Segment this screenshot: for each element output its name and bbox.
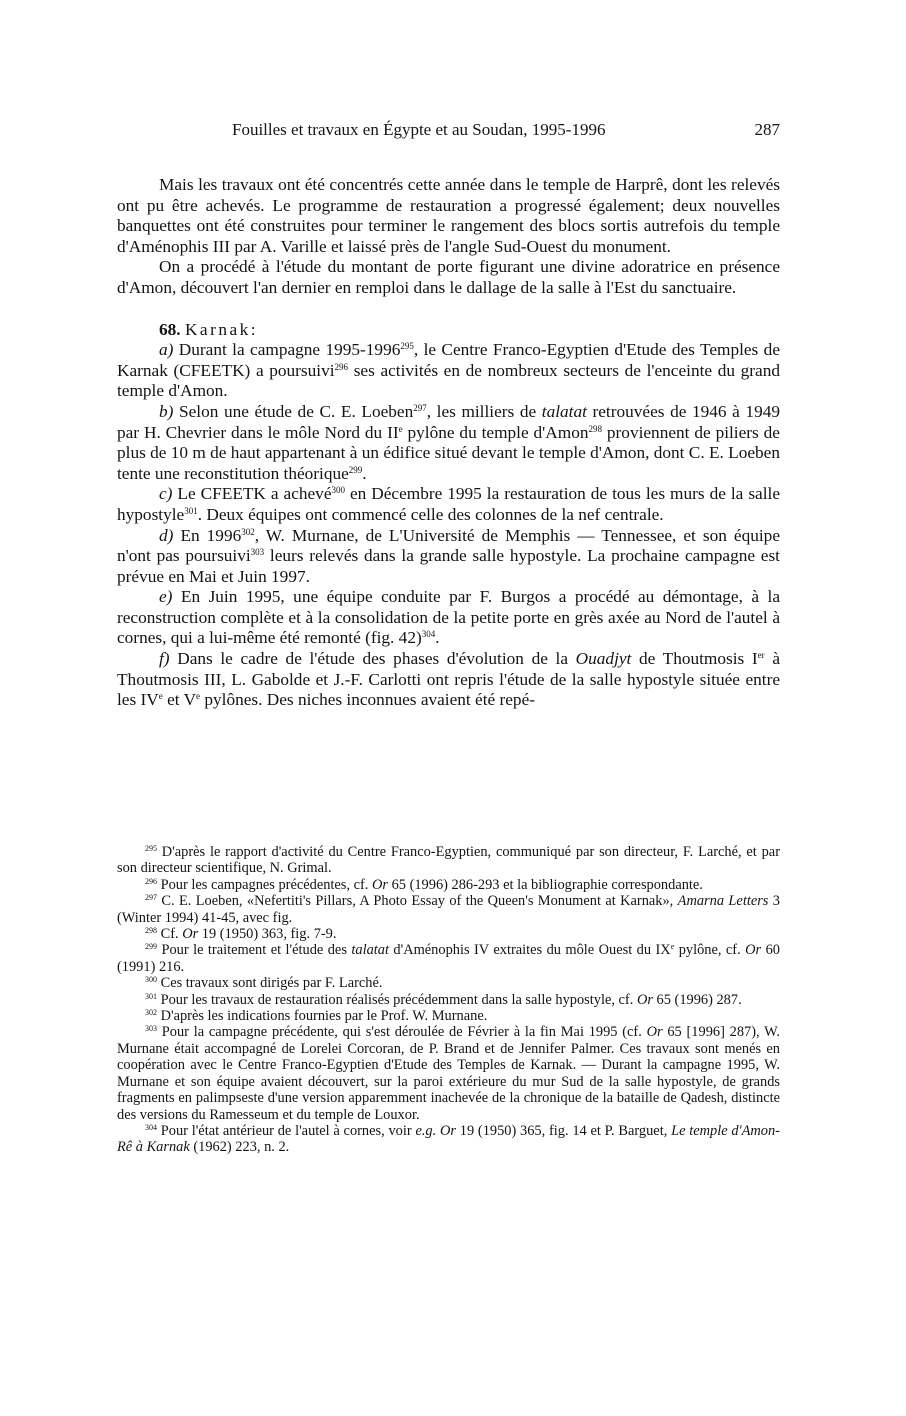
italic-term: Or xyxy=(745,942,762,959)
italic-term: Amarna Letters xyxy=(677,893,769,910)
italic-term: Ouadjyt xyxy=(575,649,632,669)
footnote-300 xyxy=(117,975,780,991)
footnote-ref[interactable]: 297 xyxy=(413,402,427,413)
italic-term: Or xyxy=(439,1122,456,1139)
italic-term: Or xyxy=(182,926,199,943)
footnote-ref[interactable]: 298 xyxy=(588,423,602,434)
footnote-text: C. E. Loeben, «Nefertiti's Pillars, A Photo Essay of the Queen's Monument at Karnak», xyxy=(157,893,678,910)
paragraph-e xyxy=(117,587,780,649)
paragraph-montant-de-porte: On a procédé à l'étude du montant de porte figurant une divine adoratrice en présence d'Amon, découvert l'an dernier en remploi dans le dallage de la salle à l'Est du sanctuaire. xyxy=(117,257,780,297)
footnote-number: 304 xyxy=(145,1122,157,1132)
footnote-text: d'Aménophis IV extraites du môle Ouest du IX xyxy=(388,942,671,959)
paragraph-harpre: Mais les travaux ont été concentrés cette année dans le temple de Harprê, dont les relevés ont pu être achevés. Le programme de restauration a progressé également; deux nouvelles banquettes ont été construites pour terminer le rangement des blocs sortis autrefois du temple d'Aménophis III par A. Varille et laissé près de l'angle Sud-Ouest du monument. xyxy=(117,175,780,256)
footnote-text: Pour la campagne précédente, qui s'est déroulée de Février à la fin Mai 1995 (cf. xyxy=(157,1024,647,1041)
footnote-302 xyxy=(117,1008,780,1024)
footnote-301 xyxy=(117,992,780,1008)
text-run: à Thoutmosis III, L. Gabolde et J.-F. Carlotti ont repris l'étude de la salle hypostyle située entre les IV xyxy=(117,649,780,710)
item-label: d) xyxy=(159,525,174,545)
ordinal-suffix: e xyxy=(196,691,201,702)
text-run: Le CFEETK a achevé xyxy=(172,484,332,504)
text-run: et V xyxy=(162,690,197,710)
text-run: pylône du temple d'Amon xyxy=(402,422,589,442)
italic-term: Le temple d'Amon-Rê à Karnak xyxy=(117,1122,780,1156)
footnote-304 xyxy=(117,1123,780,1156)
text-run: retrouvées de 1946 à 1949 par H. Chevrier dans le môle Nord du II xyxy=(117,401,780,442)
text-run: . xyxy=(362,463,367,483)
footnote-number: 298 xyxy=(145,926,157,936)
footnote-text: Ces travaux sont dirigés par F. Larché. xyxy=(157,975,383,992)
footnote-text: 19 (1950) 363, fig. 7-9. xyxy=(198,926,337,943)
section-heading-karnak xyxy=(117,320,780,341)
footnote-number: 300 xyxy=(145,975,157,985)
footnote-number: 299 xyxy=(145,942,157,952)
footnote-text: Cf. xyxy=(157,926,183,943)
footnote-text: 3 (Winter 1994) 41-45, avec fig. xyxy=(117,893,780,926)
text-run: En Juin 1995, une équipe conduite par F. Burgos a procédé au démontage, à la reconstruction complète et à la consolidation de la petite porte en grès axée au Nord de l'autel à cornes, qui a lui-même été remonté (fig. 42) xyxy=(117,587,780,648)
italic-term: Or xyxy=(636,991,653,1008)
footnote-number: 302 xyxy=(145,1008,157,1018)
ordinal-suffix: e xyxy=(158,691,163,702)
footnote-ref[interactable]: 302 xyxy=(241,526,255,537)
footnote-text: Pour les campagnes précédentes, cf. xyxy=(157,876,372,893)
text-run: en Décembre 1995 la restauration de tous les murs de la salle hypostyle xyxy=(117,484,780,524)
footnote-ref[interactable]: 304 xyxy=(421,629,436,640)
text-run: En 1996 xyxy=(173,525,242,545)
footnote-text: 19 (1950) 365, fig. 14 et P. Barguet, xyxy=(455,1122,672,1139)
footnote-298 xyxy=(117,926,780,942)
footnote-ref[interactable]: 301 xyxy=(184,505,198,516)
footnote-text: Pour les travaux de restauration réalisés précédemment dans la salle hypostyle, cf. xyxy=(157,991,637,1008)
text-run: Selon une étude de C. E. Loeben xyxy=(173,401,414,421)
text-run: , les milliers de xyxy=(426,401,542,421)
section-title: Karnak: xyxy=(184,319,259,339)
text-run: . xyxy=(435,628,440,648)
paragraph-d xyxy=(117,526,780,588)
text-run: Dans le cadre de l'étude des phases d'évolution de la xyxy=(169,649,576,669)
footnote-299 xyxy=(117,942,780,975)
footnote-text: Pour l'état antérieur de l'autel à cornes, voir xyxy=(157,1122,416,1139)
text-run: proviennent de piliers de plus de 10 m de haut appartenant à un édifice situé devant le temple d'Amon, dont C. E. Loeben tente une reconstitution théorique xyxy=(117,422,780,483)
footnote-text: D'après les indications fournies par le Prof. W. Murnane. xyxy=(157,1008,488,1025)
italic-term: talatat xyxy=(541,401,587,421)
footnote-number: 301 xyxy=(145,991,157,1001)
footnote-ref[interactable]: 303 xyxy=(250,547,265,558)
footnote-ref[interactable]: 296 xyxy=(334,361,349,372)
footnote-text: (1962) 223, n. 2. xyxy=(189,1139,290,1156)
footnote-number: 295 xyxy=(145,844,157,853)
footnote-295 xyxy=(117,844,780,877)
footnote-text: 65 [1996] 287), W. Murnane était accompagné de Lorelei Corcoran, de P. Brand et de Jennifer Palmer. Ces travaux sont menés en coopération avec le Centre Franco-Egyptien d'Etude des Temples de Karnak. — Durant la campagne 1995, W. Murnane et son équipe avaient découvert, sur la paroi extérieure du mur Sud de la salle hypostyle, de grands fragments en palimpseste d'une version apparemment inachevée de la chronique de la bataille de Qadesh, distincte des versions du Ramesseum et du temple de Louxor. xyxy=(117,1024,780,1123)
text-run: , W. Murnane, de L'Université de Memphis — Tennessee, et son équipe n'ont pas poursuivi xyxy=(117,525,780,566)
italic-term: Or xyxy=(371,876,388,893)
page-number: 287 xyxy=(754,120,780,139)
paragraph-a xyxy=(117,340,780,402)
text-run: Durant la campagne 1995-1996 xyxy=(173,340,401,360)
section-number: 68. xyxy=(159,319,181,339)
footnote-303 xyxy=(117,1024,780,1122)
item-label: a) xyxy=(159,340,174,360)
footnotes xyxy=(117,844,780,1156)
ordinal-suffix: e xyxy=(670,942,675,952)
footnote-ref[interactable]: 295 xyxy=(400,341,414,352)
footnote-297 xyxy=(117,893,780,926)
footnote-ref[interactable]: 300 xyxy=(331,485,345,496)
italic-term: talatat xyxy=(351,942,389,959)
footnote-296 xyxy=(117,877,780,893)
item-label: b) xyxy=(159,401,174,421)
footnote-number: 296 xyxy=(145,876,157,886)
paragraph-b xyxy=(117,402,780,484)
footnote-text: 65 (1996) 287. xyxy=(652,991,742,1008)
footnote-text: Pour le traitement et l'étude des xyxy=(157,942,352,959)
body-text xyxy=(117,175,780,711)
ordinal-suffix: e xyxy=(398,423,403,434)
text-run: . Deux équipes ont commencé celle des colonnes de la nef centrale. xyxy=(197,504,664,524)
paragraph-c xyxy=(117,484,780,525)
text-run: de Thoutmosis I xyxy=(631,649,758,669)
item-label: e) xyxy=(159,587,173,607)
footnote-text: 60 (1991) 216. xyxy=(117,942,780,975)
italic-term: Or xyxy=(646,1024,663,1041)
paragraph-f xyxy=(117,649,780,711)
text-run: pylônes. Des niches inconnues avaient été repé- xyxy=(200,690,535,710)
footnote-number: 297 xyxy=(145,893,157,903)
footnote-number: 303 xyxy=(145,1024,157,1034)
footnote-text: D'après le rapport d'activité du Centre Franco-Egyptien, communiqué par son directeur, F. Larché, et par son directeur scientifique, N. Grimal. xyxy=(117,844,780,877)
footnote-ref[interactable]: 299 xyxy=(348,464,363,475)
item-label: c) xyxy=(159,484,173,504)
italic-term: e.g. xyxy=(415,1122,437,1139)
ordinal-suffix: er xyxy=(757,650,765,661)
text-run: , le Centre Franco-Egyptien d'Etude des Temples de Karnak (CFEETK) a poursuivi xyxy=(117,340,780,380)
footnote-text: pylône, cf. xyxy=(674,942,746,959)
item-label: f) xyxy=(159,649,170,669)
text-run: ses activités en de nombreux secteurs de l'enceinte du grand temple d'Amon. xyxy=(117,360,780,401)
footnote-text: 65 (1996) 286-293 et la bibliographie correspondante. xyxy=(387,876,703,893)
running-head-title: Fouilles et travaux en Égypte et au Soudan, 1995-1996 xyxy=(232,120,606,139)
text-run: leurs relevés dans la grande salle hypostyle. La prochaine campagne est prévue en Mai et Juin 1997. xyxy=(117,546,780,586)
